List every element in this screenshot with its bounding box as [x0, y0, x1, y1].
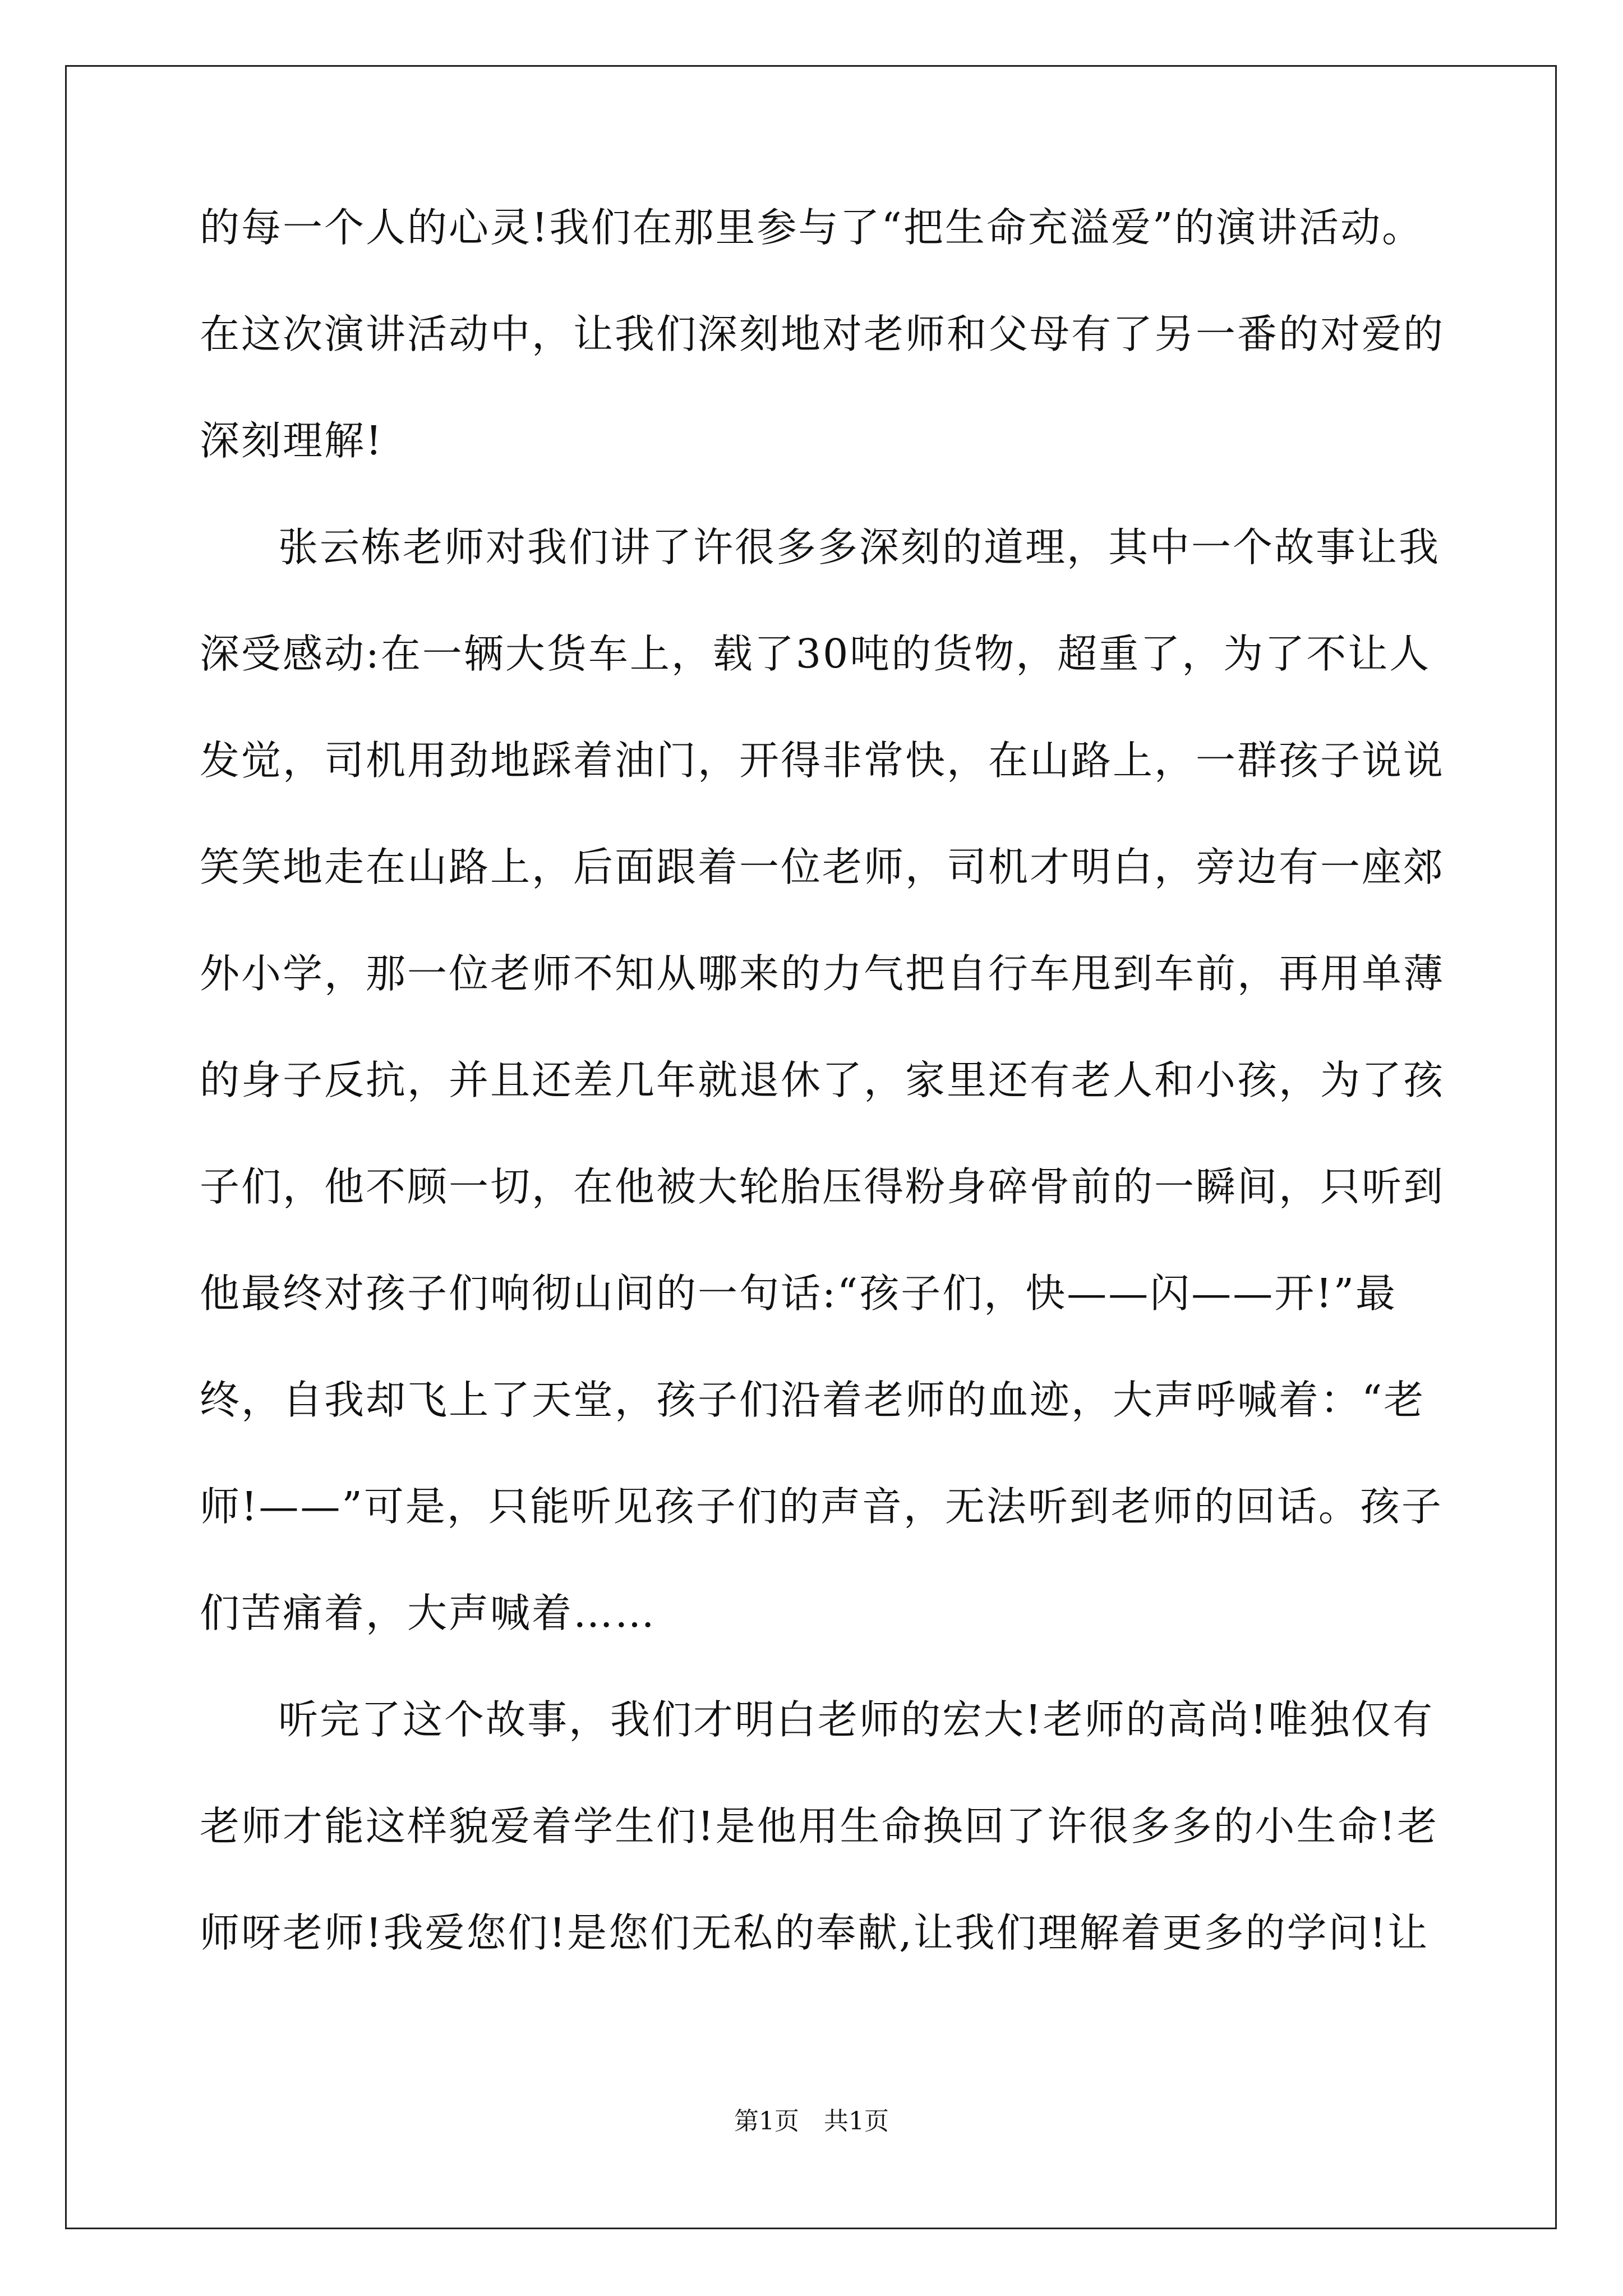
document-body: [200, 204, 1445, 2019]
text-line: 终，自我却飞上了天堂，孩子们沿着老师的血迹，大声呼喊着：“老: [200, 1377, 1426, 1423]
text-line: 深受感动:在一辆大货车上，载了30吨的货物，超重了，为了不让人: [200, 631, 1431, 677]
text-line: 在这次演讲活动中，让我们深刻地对老师和父母有了另一番的对爱的: [200, 311, 1445, 357]
text-line: 师!——”可是，只能听见孩子们的声音，无法听到老师的回话。孩子: [200, 1483, 1443, 1530]
page-number-footer: 第1页 共1页: [734, 2107, 889, 2136]
text-line: 子们，他不顾一切，在他被大轮胎压得粉身碎骨前的一瞬间，只听到: [200, 1163, 1445, 1210]
text-line: 们苦痛着，大声喊着……: [200, 1590, 657, 1636]
text-line: 老师才能这样貌爱着学生们!是他用生命换回了许很多多的小生命!老: [200, 1803, 1439, 1849]
paragraph-start-line: 听完了这个故事，我们才明白老师的宏大!老师的高尚!唯独仅有: [278, 1696, 1435, 1743]
text-line: 笑笑地走在山路上，后面跟着一位老师，司机才明白，旁边有一座郊: [200, 844, 1445, 890]
text-line: 师呀老师!我爱您们!是您们无私的奉献,让我们理解着更多的学问!让: [200, 1910, 1430, 1956]
text-line: 的每一个人的心灵!我们在那里参与了“把生命充溢爱”的演讲活动。: [200, 204, 1424, 251]
text-line: 的身子反抗，并且还差几年就退休了，家里还有老人和小孩，为了孩: [200, 1057, 1445, 1103]
paragraph-start-line: 张云栋老师对我们讲了许很多多深刻的道理，其中一个故事让我: [278, 524, 1441, 570]
text-line: 深刻理解!: [200, 417, 384, 464]
text-line: 外小学，那一位老师不知从哪来的力气把自行车甩到车前，再用单薄: [200, 950, 1445, 997]
text-line: 发觉，司机用劲地踩着油门，开得非常快，在山路上，一群孩子说说: [200, 737, 1445, 784]
text-line: 他最终对孩子们响彻山间的一句话:“孩子们，快——闪——开!”最: [200, 1270, 1398, 1317]
